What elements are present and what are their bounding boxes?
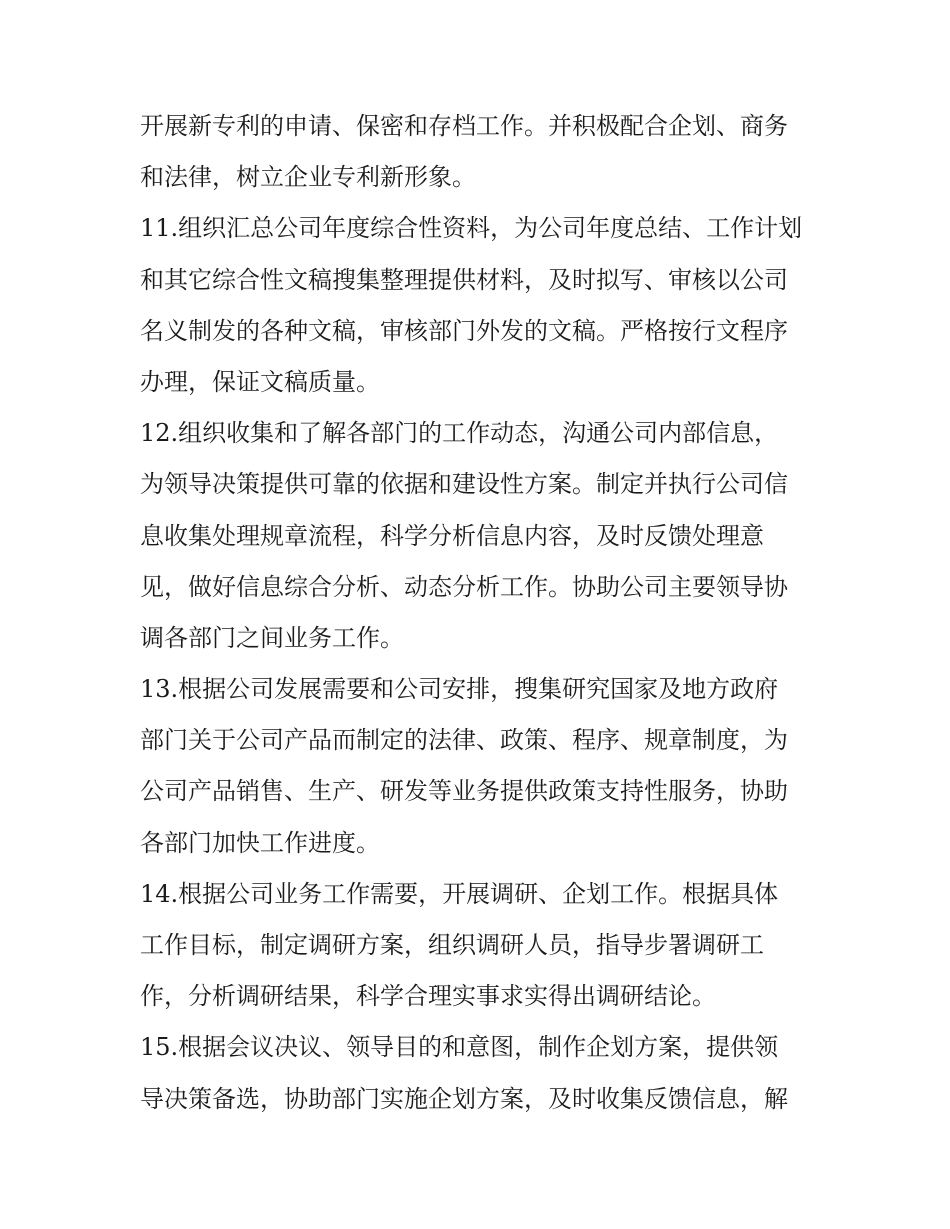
text-line: 13.根据公司发展需要和公司安排，搜集研究国家及地方政府 bbox=[140, 675, 779, 704]
text-line: 导决策备选，协助部门实施企划方案，及时收集反馈信息，解 bbox=[140, 1084, 788, 1113]
text-line: 作，分析调研结果，科学合理实事求实得出调研结论。 bbox=[140, 982, 716, 1011]
text-line: 11.组织汇总公司年度综合性资料，为公司年度总结、工作计划 bbox=[140, 214, 803, 243]
text-line: 和法律，树立企业专利新形象。 bbox=[140, 163, 476, 192]
text-line: 见，做好信息综合分析、动态分析工作。协助公司主要领导协 bbox=[140, 572, 788, 601]
document-body bbox=[140, 101, 820, 1125]
text-line: 15.根据会议决议、领导目的和意图，制作企划方案，提供领 bbox=[140, 1033, 779, 1062]
text-line: 为领导决策提供可靠的依据和建设性方案。制定并执行公司信 bbox=[140, 470, 788, 499]
text-line: 部门关于公司产品而制定的法律、政策、程序、规章制度，为 bbox=[140, 726, 788, 755]
text-line: 公司产品销售、生产、研发等业务提供政策支持性服务，协助 bbox=[140, 777, 788, 806]
text-line: 工作目标，制定调研方案，组织调研人员，指导步署调研工 bbox=[140, 931, 764, 959]
text-line: 调各部门之间业务工作。 bbox=[140, 623, 404, 652]
text-line: 12.组织收集和了解各部门的工作动态，沟通公司内部信息， bbox=[140, 419, 779, 448]
text-line: 开展新专利的申请、保密和存档工作。并积极配合企划、商务 bbox=[140, 112, 788, 140]
text-line: 和其它综合性文稿搜集整理提供材料，及时拟写、审核以公司 bbox=[140, 265, 788, 294]
text-line: 名义制发的各种文稿，审核部门外发的文稿。严格按行文程序 bbox=[140, 316, 788, 345]
text-line: 14.根据公司业务工作需要，开展调研、企划工作。根据具体 bbox=[140, 879, 779, 908]
text-line: 办理，保证文稿质量。 bbox=[140, 367, 380, 396]
text-line: 息收集处理规章流程，科学分析信息内容，及时反馈处理意 bbox=[140, 521, 764, 550]
text-line: 各部门加快工作进度。 bbox=[140, 828, 380, 857]
